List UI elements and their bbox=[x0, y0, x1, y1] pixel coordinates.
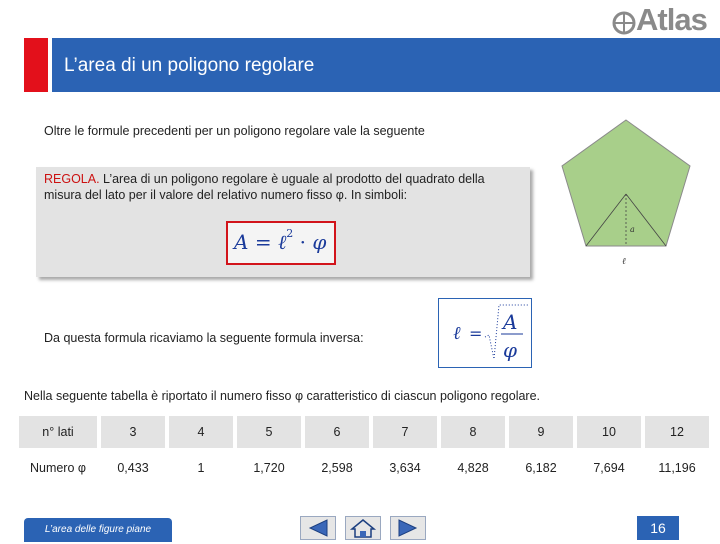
pentagon-figure bbox=[560, 118, 700, 268]
formula-eq: = bbox=[254, 230, 272, 254]
page-number: 16 bbox=[637, 516, 679, 540]
apothem-label: a bbox=[630, 225, 635, 234]
section-footer-label bbox=[24, 518, 172, 542]
inverse-lhs: ℓ bbox=[453, 323, 461, 344]
table-cell: 3,634 bbox=[373, 452, 437, 484]
row-header-sides: n° lati bbox=[19, 416, 97, 448]
table-cell: 7,694 bbox=[577, 452, 641, 484]
row-header-phi: Numero φ bbox=[19, 452, 97, 484]
area-formula-text bbox=[234, 227, 327, 255]
table-cell: 12 bbox=[645, 416, 709, 448]
table-cell: 11,196 bbox=[645, 452, 709, 484]
home-icon bbox=[346, 517, 380, 539]
table-row-sides bbox=[19, 416, 709, 448]
intro-text: Oltre le formule precedenti per un poligono regolare vale la seguente bbox=[44, 124, 425, 138]
table-caption: Nella seguente tabella è riportato il numero fisso φ caratteristico di ciascun poligono regolare. bbox=[24, 389, 541, 403]
table-cell: 3 bbox=[101, 416, 165, 448]
page-title: L’area di un poligono regolare bbox=[64, 55, 315, 76]
atlas-logo bbox=[612, 2, 707, 38]
formula-side: ℓ bbox=[277, 230, 287, 254]
table-cell: 6 bbox=[305, 416, 369, 448]
title-red-bar bbox=[24, 38, 48, 92]
table-cell: 4,828 bbox=[441, 452, 505, 484]
inverse-eq: = bbox=[469, 324, 483, 343]
prev-icon bbox=[301, 517, 335, 539]
next-icon bbox=[391, 517, 425, 539]
rule-highlight: area di un poligono regolare bbox=[112, 172, 268, 186]
table-cell: 2,598 bbox=[305, 452, 369, 484]
formula-lhs: A bbox=[234, 230, 249, 254]
table-row-phi bbox=[19, 452, 709, 484]
table-cell: 5 bbox=[237, 416, 301, 448]
table-cell: 10 bbox=[577, 416, 641, 448]
formula-phi: φ bbox=[312, 230, 327, 254]
atlas-logo-icon bbox=[612, 10, 636, 36]
table-cell: 1,720 bbox=[237, 452, 301, 484]
next-button[interactable] bbox=[390, 516, 426, 540]
side-label: ℓ bbox=[622, 257, 626, 267]
table-cell: 7 bbox=[373, 416, 437, 448]
table-cell: 0,433 bbox=[101, 452, 165, 484]
rule-text bbox=[44, 171, 524, 203]
inverse-num: A bbox=[503, 310, 518, 334]
rule-body: è uguale al prodotto del quadrato della misura del lato per il valore del relativo numero fisso φ. In simboli: bbox=[44, 172, 485, 202]
rule-box bbox=[36, 167, 530, 277]
inverse-formula bbox=[438, 298, 532, 368]
formula-exp: 2 bbox=[286, 227, 294, 241]
area-formula bbox=[226, 221, 336, 265]
rule-label: REGOLA. bbox=[44, 172, 100, 186]
formula-dot: · bbox=[299, 230, 306, 254]
table-cell: 8 bbox=[441, 416, 505, 448]
inverse-text: Da questa formula ricaviamo la seguente formula inversa: bbox=[44, 331, 364, 345]
table-cell: 9 bbox=[509, 416, 573, 448]
home-button[interactable] bbox=[345, 516, 381, 540]
logo-text: Atlas bbox=[636, 2, 707, 37]
prev-button[interactable] bbox=[300, 516, 336, 540]
rule-intro-plain: L’ bbox=[99, 172, 113, 186]
fixed-number-table bbox=[15, 412, 713, 488]
table-cell: 1 bbox=[169, 452, 233, 484]
section-footer-text: L’area delle figure piane bbox=[44, 524, 152, 535]
table-cell: 6,182 bbox=[509, 452, 573, 484]
table-cell: 4 bbox=[169, 416, 233, 448]
inverse-formula-svg bbox=[439, 299, 531, 367]
inverse-den: φ bbox=[503, 338, 518, 362]
